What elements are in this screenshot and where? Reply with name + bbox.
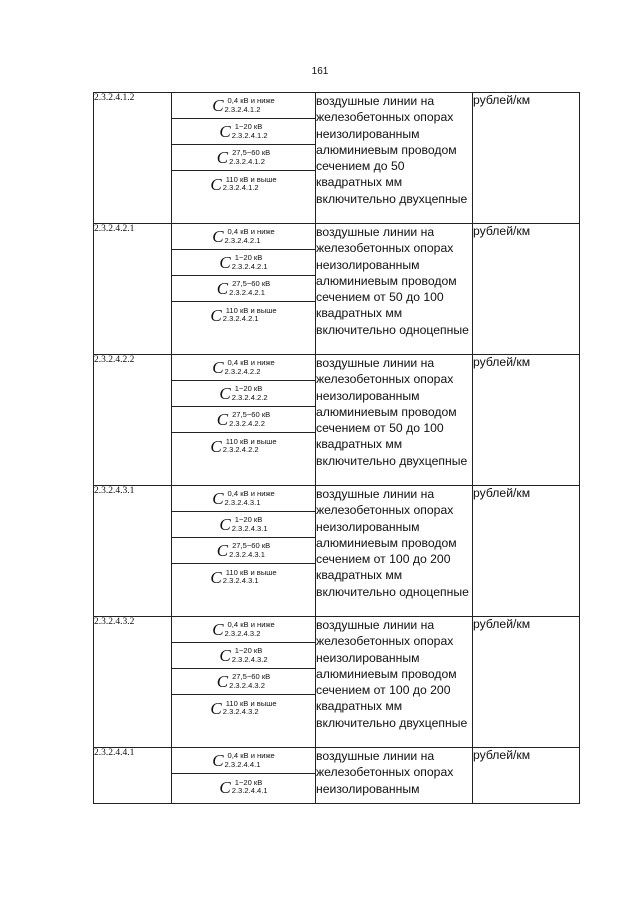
formula-subscript-code: 2.3.2.4.1.2 <box>229 156 265 166</box>
rate-formula <box>172 119 315 145</box>
row-code: 2.3.2.4.1.2 <box>94 93 172 224</box>
formula-subscript-code: 2.3.2.4.2.1 <box>229 287 265 297</box>
formula-index <box>225 490 275 507</box>
formula-index <box>232 385 268 402</box>
formula-subscript-code: 2.3.2.4.4.1 <box>224 759 261 769</box>
rate-formula <box>172 250 315 276</box>
formula-subscript-code: 2.3.2.4.3.2 <box>222 707 259 716</box>
row-unit: рублей/км <box>473 748 580 804</box>
formula-subscript-code: 2.3.2.4.1.2 <box>224 104 261 114</box>
formula-index <box>225 752 275 769</box>
formula-index <box>232 123 268 140</box>
formula-symbol: C <box>212 751 224 770</box>
formula-subscript-code: 2.3.2.4.3.1 <box>229 549 265 559</box>
formula-index <box>223 700 277 717</box>
voltage-level: 27,5−60 кВ <box>232 541 271 551</box>
formula-symbol: C <box>210 436 222 456</box>
formula-symbol: C <box>212 489 224 508</box>
formula-symbol: C <box>219 384 231 403</box>
formula-symbol: C <box>216 672 229 691</box>
voltage-level: 27,5−60 кВ <box>232 410 271 420</box>
formula-symbol: C <box>219 646 231 665</box>
formula-symbol: C <box>210 305 222 325</box>
row-code: 2.3.2.4.3.1 <box>94 486 172 617</box>
formula-index <box>229 280 270 297</box>
formula-symbol: C <box>216 541 229 560</box>
row-description: воздушные линии на железобетонных опорах неизолированным <box>316 748 473 804</box>
formula-subscript-code: 2.3.2.4.3.1 <box>224 497 261 507</box>
formula-symbol: C <box>219 253 231 272</box>
formula-index <box>223 176 277 193</box>
formula-symbol: C <box>219 777 231 797</box>
formula-index <box>225 621 275 638</box>
rate-formula <box>172 93 315 119</box>
row-description: воздушные линии на железобетонных опорах неизолированным алюминиевым проводом сечением от 100 до 200 квадратных мм включительно одноцепные <box>316 486 473 617</box>
formula-subscript-code: 2.3.2.4.2.2 <box>231 392 268 402</box>
voltage-level: 110 кВ и выше <box>225 174 277 184</box>
voltage-level: 110 кВ и выше <box>225 305 277 315</box>
formula-index <box>223 307 277 324</box>
formula-symbol: C <box>216 279 229 298</box>
rate-formula <box>172 512 315 538</box>
rate-formula <box>172 486 315 512</box>
table-row <box>94 224 580 355</box>
formula-cell <box>172 748 316 804</box>
formula-symbol: C <box>212 96 224 115</box>
formula-symbol: C <box>219 515 231 534</box>
formula-symbol: C <box>210 174 222 194</box>
formula-symbol: C <box>212 358 224 377</box>
formula-symbol: C <box>210 567 222 587</box>
formula-subscript-code: 2.3.2.4.3.2 <box>224 628 261 638</box>
voltage-level: 0,4 кВ и ниже <box>227 489 275 499</box>
rate-formula <box>172 224 315 250</box>
formula-index <box>223 438 277 455</box>
formula-subscript-code: 2.3.2.4.1.2 <box>231 130 268 140</box>
voltage-level: 1−20 кВ <box>234 253 263 263</box>
formula-index <box>229 542 270 559</box>
tariff-table <box>93 92 580 804</box>
formula-cell <box>172 355 316 486</box>
formula-cell <box>172 486 316 617</box>
formula-symbol: C <box>219 122 231 141</box>
formula-subscript-code: 2.3.2.4.2.2 <box>224 366 261 376</box>
formula-subscript-code: 2.3.2.4.2.1 <box>222 314 259 323</box>
voltage-level: 1−20 кВ <box>234 384 263 394</box>
voltage-level: 0,4 кВ и ниже <box>227 96 275 106</box>
table-row <box>94 748 580 804</box>
formula-index <box>225 228 275 245</box>
row-description: воздушные линии на железобетонных опорах неизолированным алюминиевым проводом сечением до 50 квадратных мм включительно двухцепные <box>316 93 473 224</box>
rate-formula <box>172 302 315 328</box>
formula-subscript-code: 2.3.2.4.3.2 <box>231 654 268 664</box>
formula-subscript-code: 2.3.2.4.3.2 <box>229 680 265 690</box>
rate-formula <box>172 643 315 669</box>
voltage-level: 0,4 кВ и ниже <box>227 227 275 237</box>
rate-formula <box>172 669 315 695</box>
rate-formula <box>172 774 315 800</box>
formula-symbol: C <box>210 698 222 718</box>
voltage-level: 1−20 кВ <box>234 515 263 525</box>
formula-subscript-code: 2.3.2.4.3.1 <box>231 523 268 533</box>
rate-formula <box>172 564 315 590</box>
row-code: 2.3.2.4.2.2 <box>94 355 172 486</box>
row-unit: рублей/км <box>473 355 580 486</box>
formula-index <box>229 411 270 428</box>
row-code: 2.3.2.4.4.1 <box>94 748 172 804</box>
table-row <box>94 617 580 748</box>
rate-formula <box>172 381 315 407</box>
formula-symbol: C <box>212 227 224 246</box>
tariff-table-body <box>94 93 580 804</box>
row-unit: рублей/км <box>473 617 580 748</box>
rate-formula <box>172 695 315 721</box>
rate-formula <box>172 617 315 643</box>
row-code: 2.3.2.4.3.2 <box>94 617 172 748</box>
row-unit: рублей/км <box>473 93 580 224</box>
row-description: воздушные линии на железобетонных опорах неизолированным алюминиевым проводом сечением от 100 до 200 квадратных мм включительно двухцепные <box>316 617 473 748</box>
page-number: 161 <box>311 66 329 77</box>
row-unit: рублей/км <box>473 486 580 617</box>
voltage-level: 1−20 кВ <box>234 122 263 132</box>
row-description: воздушные линии на железобетонных опорах неизолированным алюминиевым проводом сечением от 50 до 100 квадратных мм включительно одноцепные <box>316 224 473 355</box>
voltage-level: 0,4 кВ и ниже <box>227 751 275 761</box>
formula-cell <box>172 224 316 355</box>
formula-subscript-code: 2.3.2.4.2.2 <box>222 445 259 454</box>
formula-index <box>232 254 268 271</box>
rate-formula <box>172 145 315 171</box>
rate-formula <box>172 355 315 381</box>
formula-index <box>223 569 277 586</box>
formula-cell <box>172 617 316 748</box>
formula-index <box>225 359 275 376</box>
voltage-level: 27,5−60 кВ <box>232 672 271 682</box>
voltage-level: 27,5−60 кВ <box>232 279 271 289</box>
table-row <box>94 486 580 617</box>
table-row <box>94 355 580 486</box>
formula-index <box>232 516 268 533</box>
voltage-level: 110 кВ и выше <box>225 567 277 577</box>
formula-index <box>225 97 275 114</box>
rate-formula <box>172 748 315 774</box>
voltage-level: 110 кВ и выше <box>225 698 277 708</box>
row-description: воздушные линии на железобетонных опорах неизолированным алюминиевым проводом сечением от 50 до 100 квадратных мм включительно двухцепные <box>316 355 473 486</box>
formula-index <box>229 149 270 166</box>
formula-subscript-code: 2.3.2.4.2.1 <box>224 235 261 245</box>
table-row <box>94 93 580 224</box>
formula-symbol: C <box>216 148 229 167</box>
formula-index <box>232 647 268 664</box>
rate-formula <box>172 538 315 564</box>
rate-formula <box>172 276 315 302</box>
formula-subscript-code: 2.3.2.4.3.1 <box>222 576 259 585</box>
voltage-level: 1−20 кВ <box>234 646 263 656</box>
rate-formula <box>172 433 315 459</box>
voltage-level: 110 кВ и выше <box>225 436 277 446</box>
voltage-level: 27,5−60 кВ <box>232 148 271 158</box>
formula-symbol: C <box>216 410 229 429</box>
formula-subscript-code: 2.3.2.4.4.1 <box>231 786 268 795</box>
formula-index <box>229 673 270 690</box>
voltage-level: 1−20 кВ <box>234 777 263 787</box>
formula-subscript-code: 2.3.2.4.1.2 <box>222 183 259 192</box>
rate-formula <box>172 407 315 433</box>
voltage-level: 0,4 кВ и ниже <box>227 620 275 630</box>
row-unit: рублей/км <box>473 224 580 355</box>
formula-index <box>232 779 268 796</box>
rate-formula <box>172 171 315 197</box>
row-code: 2.3.2.4.2.1 <box>94 224 172 355</box>
formula-subscript-code: 2.3.2.4.2.1 <box>231 261 268 271</box>
formula-cell <box>172 93 316 224</box>
voltage-level: 0,4 кВ и ниже <box>227 358 275 368</box>
formula-symbol: C <box>212 620 224 639</box>
formula-subscript-code: 2.3.2.4.2.2 <box>229 418 265 428</box>
